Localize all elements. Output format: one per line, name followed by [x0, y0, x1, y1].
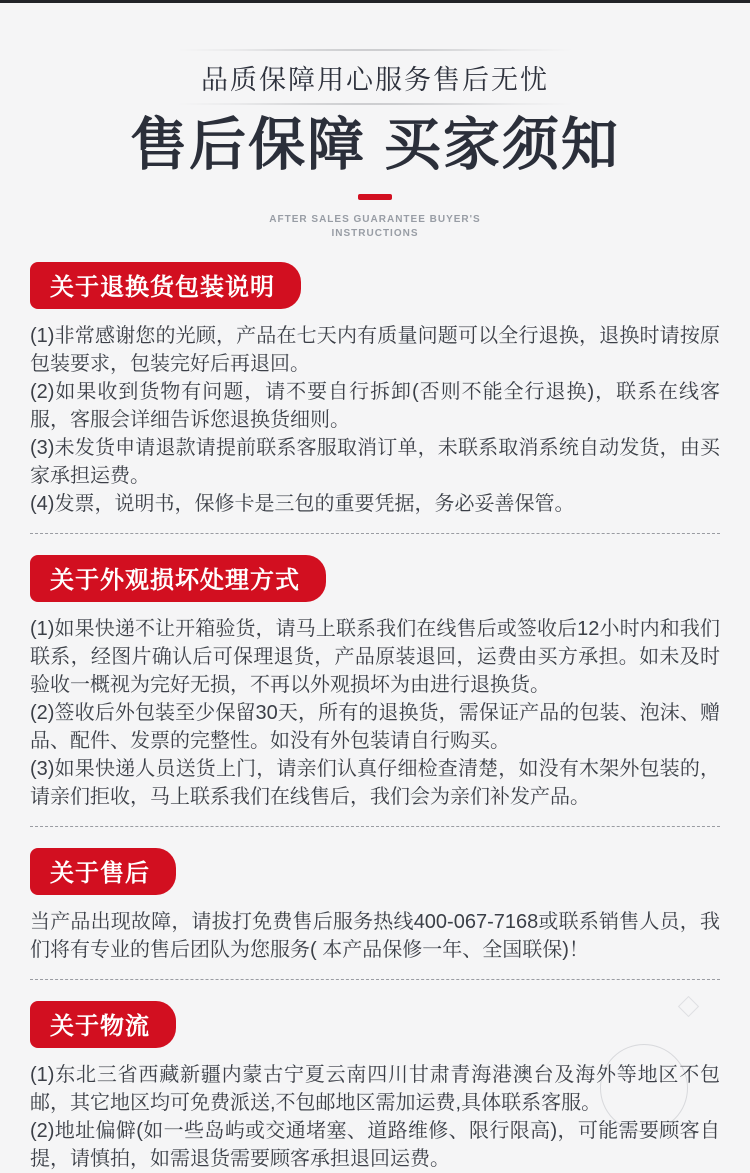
section-paragraphs: [30, 615, 720, 811]
sections-container: [0, 262, 750, 1173]
section-paragraph: (1)如果快递不让开箱验货，请马上联系我们在线售后或签收后12小时内和我们联系，经图片确认后可保理退货，产品原装退回，运费由买方承担。如未及时验收一概视为完好无损，不再以外观损坏为由进行退换货。: [30, 617, 720, 696]
header-shadow-line-top: [175, 49, 575, 51]
info-section: [30, 555, 720, 811]
section-heading-badge: 关于外观损坏处理方式: [30, 555, 326, 602]
section-heading-badge: 关于退换货包装说明: [30, 262, 301, 309]
section-paragraph: (2)如果收到货物有问题，请不要自行拆卸(否则不能全行退换)，联系在线客服，客服会详细告诉您退换货细则。: [30, 380, 720, 431]
section-heading-badge: 关于物流: [30, 1001, 176, 1048]
section-paragraph: (1)非常感谢您的光顾，产品在七天内有质量问题可以全行退换，退换时请按原包装要求，包装完好后再退回。: [30, 324, 720, 375]
info-section: [30, 262, 720, 518]
section-paragraphs: [30, 322, 720, 518]
section-paragraph: (3)未发货申请退款请提前联系客服取消订单，未联系取消系统自动发货，由买家承担运费。: [30, 436, 720, 487]
section-paragraph: (4)发票，说明书，保修卡是三包的重要凭据，务必妥善保管。: [30, 492, 575, 515]
section-paragraph: 当产品出现故障，请拔打免费售后服务热线400-067-7168或联系销售人员，我们将有专业的售后团队为您服务( 本产品保修一年、全国联保)！: [30, 910, 720, 961]
page-header: [0, 3, 750, 241]
page-title: 售后保障 买家须知: [130, 113, 620, 177]
decorative-circle: [600, 1044, 688, 1132]
info-section: [30, 848, 720, 964]
red-dash-accent: [358, 194, 392, 200]
section-paragraph: (2)地址偏僻(如一些岛屿或交通堵塞、道路维修、限行限高)，可能需要顾客自提，请慎拍，如需退货需要顾客承担退回运费。: [30, 1119, 720, 1170]
subtitle-english-line2: INSTRUCTIONS: [331, 227, 419, 239]
dashed-divider: [30, 533, 720, 534]
section-paragraph: (3)如果快递人员送货上门，请亲们认真仔细检查清楚，如没有木架外包装的，请亲们拒收，马上联系我们在线售后，我们会为亲们补发产品。: [30, 757, 720, 808]
subtitle-english-line1: AFTER SALES GUARANTEE BUYER'S: [269, 213, 481, 225]
header-shadow-line-bottom: [175, 103, 575, 105]
subtitle-english: [0, 213, 750, 241]
dashed-divider: [30, 826, 720, 827]
section-paragraphs: [30, 908, 720, 964]
dashed-divider: [30, 979, 720, 980]
section-paragraph: (1)东北三省西藏新疆内蒙古宁夏云南四川甘肃青海港澳台及海外等地区不包邮，其它地区均可免费派送,不包邮地区需加运费,具体联系客服。: [30, 1063, 720, 1114]
section-heading-badge: 关于售后: [30, 848, 176, 895]
header-tagline: 品质保障用心服务售后无忧: [201, 65, 549, 95]
section-paragraph: (2)签收后外包装至少保留30天，所有的退换货，需保证产品的包装、泡沫、赠品、配件、发票的完整性。如没有外包装请自行购买。: [30, 701, 720, 752]
